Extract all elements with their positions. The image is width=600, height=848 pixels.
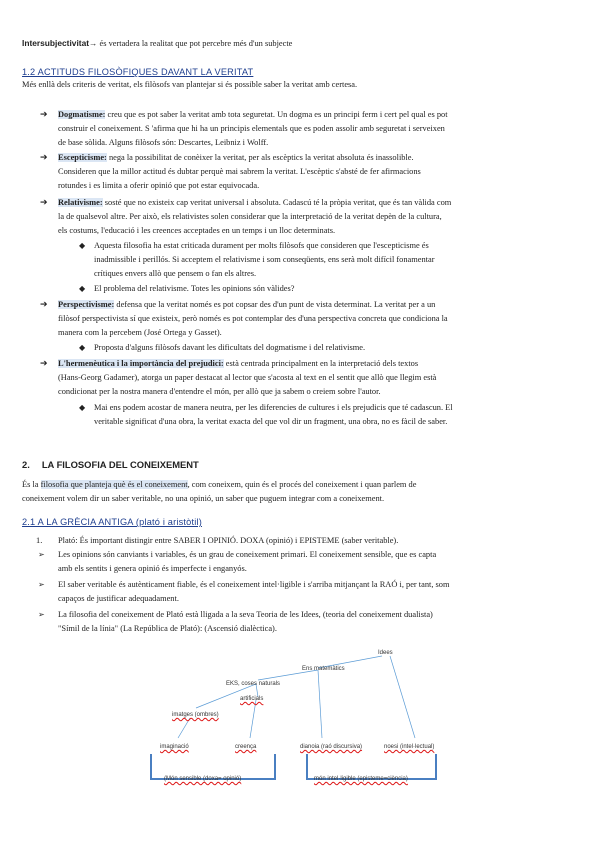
section-2-text-c: , com coneixem, quin és el procés del coneixement i quan parlem de: [187, 480, 417, 489]
diamond-bullet-icon: ◆: [79, 343, 86, 352]
relativisme-sub1-line-2: inadmissible i perillós. Si acceptem el relativisme i som conseqüents, ens serà molt difícil fonamentar: [94, 255, 435, 264]
term-perspectivisme: Perspectivisme:: [58, 300, 115, 309]
relativisme-sub1-line-1: Aquesta filosofia ha estat criticada durament per molts filòsofs que consideren que l'escepticisme és: [94, 241, 429, 250]
hermeneutica-line-3: condicionat per la nostra manera d'entendre el món, per allò que ja sabem o creiem sobre l'autor.: [58, 387, 381, 396]
intro-term: Intersubjectivitat: [22, 38, 90, 48]
section-2-title: LA FILOSOFIA DEL CONEIXEMENT: [41, 459, 199, 470]
arrow-bullet-icon: ➔: [40, 198, 48, 208]
relativisme-line-3: els costums, l'educació i les creences acceptades en un temps i un lloc determinats.: [58, 226, 336, 235]
hermeneutica-sub1-line-2: veritable significat d'una obra, la veritat exacta del que vol dir un fragment, una obra, no es fàcil de saber.: [94, 417, 448, 426]
arrow-bullet-icon: ➔: [40, 359, 48, 369]
relativisme-sub2: El problema del relativisme. Totes les opinions són vàlides?: [94, 284, 295, 293]
diagram-eks: EKS, coses naturals: [226, 681, 281, 687]
relativisme-sub1-line-3: crítiques envers allò que pensem o fan els altres.: [94, 269, 257, 278]
hermeneutica-line-2: (Hans-Georg Gadamer), atorga un paper destacat al lector que s'acosta al text en el sentit que allò que llegim està: [58, 373, 437, 382]
plato-line: Plató: És important distingir entre SABER I OPINIÓ. DOXA (opinió) i EPISTEME (saber veritable).: [58, 536, 399, 545]
arrow-bullet-icon: ➔: [40, 153, 48, 163]
hermeneutica-sub1-line-1: Mai ens podem acostar de manera neutra, per les diferencies de cultures i els prejudicis que té cadascun. El: [94, 403, 453, 412]
relativisme-line-1: sosté que no existeix cap veritat universal i absoluta. Cadascú té la pròpia veritat, que és tan vàlida com: [102, 198, 452, 207]
term-escepticisme: Escepticisme:: [58, 153, 107, 162]
section-2-1-heading: 2.1 A LA GRÈCIA ANTIGA (plató i aristòtil): [22, 517, 202, 527]
diagram-dianoia: dianoia (raó discursiva): [300, 744, 363, 750]
diamond-bullet-icon: ◆: [79, 403, 86, 412]
opinions-line-1: Les opinions són canviants i variables, és un grau de coneixement primari. El coneixement sensible, que es capta: [58, 550, 437, 559]
diamond-bullet-icon: ◆: [79, 284, 86, 293]
term-hermeneutica: L'hermenèutica i la importància del prejudici:: [58, 359, 224, 368]
section-1-2-subtitle: Més enllà dels criteris de veritat, els filòsofs van plantejar si és possible saber la veritat amb certesa.: [22, 80, 358, 89]
dogmatisme-line-3: de base sòlida. Alguns filòsofs són: Descartes, Leibniz i Wolff.: [58, 138, 269, 147]
diamond-bullet-icon: ◆: [79, 241, 86, 250]
relativisme-line-2: la de qualsevol altre. Per això, els relativistes solen considerar que la interpretació de la veritat depèn de la cultura,: [58, 212, 442, 221]
intro-arrow: →: [89, 39, 98, 48]
section-2-text-a: És la: [22, 480, 41, 489]
diagram-mon-inteligible: món intel·ligible (episteme=ciència): [314, 776, 408, 782]
escepticisme-line-2: Consideren que la millor actitud és dubtar perquè mai sabrem la veritat. L'escèptic s'absté de fer afirmacions: [58, 167, 421, 176]
diagram-artificials: artificials: [240, 696, 264, 702]
perspectivisme-line-1: defensa que la veritat només es pot copsar des d'un punt de vista determinat. La veritat per a un: [114, 300, 436, 309]
diagram-idees: Idees: [378, 650, 393, 656]
teoria-line-1: La filosofia del coneixement de Plató està lligada a la seva Teoria de les Idees, (teoria del coneixement dualista): [58, 610, 433, 619]
escepticisme-line-3: rotundes i es limita a oferir opinió que pot estar equivocada.: [58, 181, 260, 190]
section-2-number: 2.: [22, 459, 30, 470]
intro-text: és vertadera la realitat que pot percebre més d'un subjecte: [97, 39, 293, 48]
section-2-line-2: coneixement volem dir un saber veritable, no una opinió, un saber que puguem integrar com a coneixement.: [22, 494, 385, 503]
section-2-highlight: filosofia que planteja què és el coneixement: [40, 480, 188, 489]
chevron-bullet-icon: ➢: [38, 550, 45, 559]
perspectivisme-line-3: manera com la percebem (José Ortega y Gasset).: [58, 328, 222, 337]
diagram-mon-sensible: (Món sensible (doxa= opinió): [164, 776, 242, 782]
diagram-ens-matematics: Ens matemàtics: [302, 666, 345, 672]
dogmatisme-line-2: construir el coneixement. S 'afirma que hi ha un principis elementals que es poden assolir amb seguretat i serveixen: [58, 124, 445, 133]
list-number: 1.: [36, 536, 43, 545]
term-relativisme: Relativisme:: [58, 198, 103, 207]
hermeneutica-line-1: està centrada principalment en la interpretació dels textos: [223, 359, 419, 368]
chevron-bullet-icon: ➢: [38, 580, 45, 589]
arrow-bullet-icon: ➔: [40, 110, 48, 120]
perspectivisme-sub1: Proposta d'alguns filòsofs davant les dificultats del dogmatisme i del relativisme.: [94, 343, 366, 352]
diagram-imaginacio: imaginació: [160, 744, 189, 750]
saber-line-1: El saber veritable és autènticament fiable, és el coneixement intel·ligible i s'arriba mitjançant la RAÓ i, per tant, som: [58, 580, 450, 589]
diagram-noesi: noesi (intel·lectual): [384, 744, 435, 750]
diagram-creenca: creença: [235, 744, 257, 750]
teoria-line-2: "Símil de la línia" (La República de Plató): (Ascensió dialèctica).: [58, 624, 277, 633]
arrow-bullet-icon: ➔: [40, 300, 48, 310]
dogmatisme-line-1: creu que es pot saber la veritat amb tota seguretat. Un dogma es un principi ferm i cert pel qual es pot: [105, 110, 448, 119]
escepticisme-line-1: nega la possibilitat de conèixer la veritat, per als escèptics la veritat absoluta és inassolible.: [106, 153, 414, 162]
saber-line-2: capaços de justificar adequadament.: [58, 594, 179, 603]
diagram-connector-line: [318, 670, 322, 738]
diagram-imatges: imatges (ombres): [172, 712, 219, 718]
chevron-bullet-icon: ➢: [38, 610, 45, 619]
opinions-line-2: amb els sentits i genera opinió és imperfecte i enganyós.: [58, 564, 247, 573]
diagram-connector-line: [390, 656, 415, 738]
section-1-2-heading: 1.2 ACTITUDS FILOSÒFIQUES DAVANT LA VERITAT: [22, 67, 254, 77]
perspectivisme-line-2: filòsof perspectivista sí que existeix, però només es pot contemplar des d'una perspectiva concreta que condiciona la: [58, 314, 448, 323]
term-dogmatisme: Dogmatisme:: [58, 110, 106, 119]
